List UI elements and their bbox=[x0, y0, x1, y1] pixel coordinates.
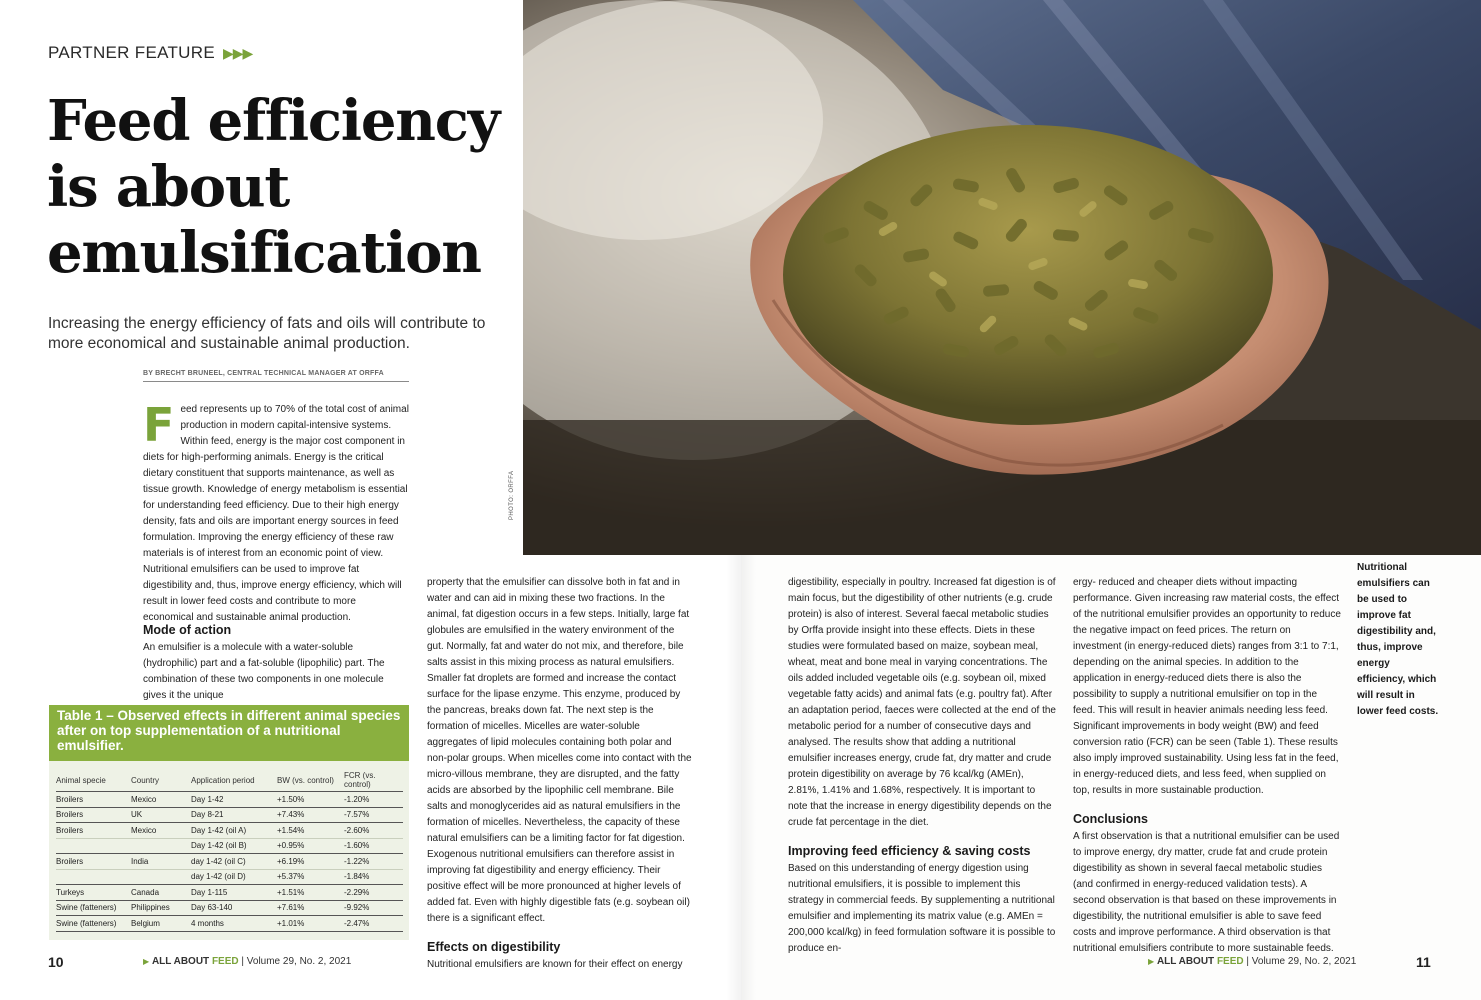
table-cell: Day 1-42 bbox=[191, 792, 277, 808]
table-header-cell: Application period bbox=[191, 769, 277, 792]
table-cell: Day 1-115 bbox=[191, 885, 277, 901]
table-cell: -9.92% bbox=[344, 900, 403, 916]
table-header-cell: FCR (vs. control) bbox=[344, 769, 403, 792]
drop-cap: F bbox=[143, 398, 175, 452]
table-cell: day 1-42 (oil C) bbox=[191, 854, 277, 870]
table-cell: Canada bbox=[131, 885, 191, 901]
mode-of-action-heading: Mode of action bbox=[143, 623, 232, 637]
mode-of-action-paragraph: An emulsifier is a molecule with a water-soluble (hydrophilic) part and a fat-soluble (lipophilic) part. The combination of these two components in one molecule gives it the unique bbox=[143, 642, 385, 701]
table-row bbox=[56, 807, 403, 823]
improving-feed-efficiency-heading: Improving feed efficiency & saving costs bbox=[788, 844, 1031, 858]
footer-brand-feed: FEED bbox=[211, 956, 239, 967]
table-cell: Mexico bbox=[131, 792, 191, 808]
footer-brand: ALL ABOUT bbox=[151, 956, 210, 967]
footer-brand-feed: FEED bbox=[1216, 956, 1244, 967]
section-label bbox=[48, 43, 252, 63]
table-header-row bbox=[56, 769, 403, 792]
section-label-text: PARTNER FEATURE bbox=[48, 43, 215, 62]
footer-brand: ALL ABOUT bbox=[1156, 956, 1215, 967]
table-cell: +6.19% bbox=[277, 854, 344, 870]
table-cell: +7.43% bbox=[277, 807, 344, 823]
table-header-cell: BW (vs. control) bbox=[277, 769, 344, 792]
byline: BY BRECHT BRUNEEL, CENTRAL TECHNICAL MANAGER AT ORFFA bbox=[143, 370, 409, 382]
table-cell: -1.84% bbox=[344, 869, 403, 885]
column-a-paragraph-2: Nutritional emulsifiers are known for their effect on energy bbox=[427, 959, 683, 970]
table-cell: +5.37% bbox=[277, 869, 344, 885]
headline-line-2: is about bbox=[47, 154, 290, 220]
footer-issue: | Volume 29, No. 2, 2021 bbox=[1246, 956, 1357, 967]
page-number-right: 11 bbox=[1416, 954, 1431, 970]
table-cell: Belgium bbox=[131, 916, 191, 932]
table-row bbox=[56, 854, 403, 870]
triangle-icon: ▶ bbox=[1148, 957, 1155, 966]
mode-of-action-section bbox=[143, 622, 409, 704]
column-b-paragraph: digestibility, especially in poultry. Increased fat digestion is of main focus, but the digestibility of other nutrients (e.g. crude protein) is also of interest. Several faecal metabolic studies by Orffa provide insight into these effects. Diets in these studies were formulated based on maize, soybean meal, wheat, meat and bone meal in varying concentrations. The oils added included vegetable oils (e.g. soybean oil, mixed vegetable fatty acids) and animal fats (e.g. poultry fat). After an adaptation period, faeces were collected at the end of the metabolic period for a number of consecutive days and analysed. The results show that adding a nutritional emulsifier increases energy, crude fat, dry matter and crude protein digestibility on average by 76 kcal/kg (AMEn), 2.81%, 1.41% and 1.68%, respectively. It is important to note that the increase in energy digestibility depends on the crude fat percentage in the diet. bbox=[788, 577, 1056, 828]
page-gutter bbox=[726, 555, 756, 1000]
intro-paragraph: eed represents up to 70% of the total cost of animal production in modern capital-intensive systems. Within feed, energy is the major cost component in diets for high-performing animals. Energy is the critical dietary constituent that supports maintenance, as well as tissue growth. Knowledge of energy metabolism is essential for understanding feed efficiency. Due to their high energy density, fats and oils are important energy sources in feed formulation. Improving the energy efficiency of these raw materials is of interest from an economic point of view. Nutritional emulsifiers can be used to improve fat digestibility and, thus, improve energy efficiency, which will result in lower feed costs and contribute to more economical and sustainable animal production. bbox=[143, 404, 409, 623]
table-cell: Swine (fatteners) bbox=[56, 900, 131, 916]
table-cell: +0.95% bbox=[277, 838, 344, 854]
table-cell: +7.61% bbox=[277, 900, 344, 916]
photo-credit: PHOTO: ORFFA bbox=[509, 470, 515, 520]
table-cell: -1.60% bbox=[344, 838, 403, 854]
hands-with-pellets-image bbox=[523, 0, 1481, 555]
table-cell: -1.20% bbox=[344, 792, 403, 808]
table-cell: -7.57% bbox=[344, 807, 403, 823]
table-cell: +1.51% bbox=[277, 885, 344, 901]
pull-quote: Nutritional emulsifiers can be used to improve fat digestibility and, thus, improve energy efficiency, which will result in lower feed costs. bbox=[1357, 562, 1439, 717]
table-row bbox=[56, 916, 403, 932]
table-header-cell: Country bbox=[131, 769, 191, 792]
page-number-left: 10 bbox=[48, 954, 64, 970]
table-cell bbox=[131, 838, 191, 854]
table-cell: +1.50% bbox=[277, 792, 344, 808]
table-cell: -2.47% bbox=[344, 916, 403, 932]
table-row bbox=[56, 885, 403, 901]
table-row bbox=[56, 869, 403, 885]
table-cell: Day 63-140 bbox=[191, 900, 277, 916]
table-cell bbox=[56, 869, 131, 885]
table-title: Table 1 – Observed effects in different animal species after on top supplementation of a nutritional emulsifier. bbox=[49, 705, 409, 761]
table-cell: day 1-42 (oil D) bbox=[191, 869, 277, 885]
table-cell bbox=[56, 838, 131, 854]
table-row bbox=[56, 823, 403, 839]
table-cell: -1.22% bbox=[344, 854, 403, 870]
column-b-paragraph-2: Based on this understanding of energy digestion using nutritional emulsifiers, it is possible to implement this strategy in commercial feeds. By supplementing a nutritional emulsifier and implementing its matrix value (e.g. AMEn = 200,000 kcal/kg) in feed formulation software it is possible to produce en- bbox=[788, 863, 1056, 954]
article-column-a bbox=[427, 575, 692, 973]
table-cell: Turkeys bbox=[56, 885, 131, 901]
table-cell: +1.01% bbox=[277, 916, 344, 932]
table-cell: Broilers bbox=[56, 792, 131, 808]
table-cell: Mexico bbox=[131, 823, 191, 839]
table-cell: Broilers bbox=[56, 854, 131, 870]
footer-issue: | Volume 29, No. 2, 2021 bbox=[241, 956, 352, 967]
column-a-paragraph: property that the emulsifier can dissolve both in fat and in water and can aid in mixing these two fractions. In the animal, fat digestion occurs in a few steps. Initially, large fat globules are emulsified in the watery environment of the gut. Normally, fat and water do not mix, and therefore, bile salts assist in this mixing process as natural emulsifiers. Smaller fat droplets are formed and increase the contact surface for the lipase enzyme. This enzyme, produced by the pancreas, breaks down fat. The next step is the formation of micelles. Micelles are water-soluble aggregates of lipid molecules containing both polar and non-polar groups. When micelles come into contact with the micro-villous membrane, they are disrupted, and the fatty acids are absorbed by the lipophilic cell membrane. Bile salts and monoglycerides aid as natural emulsifiers in the formation of micelles. Nevertheless, the capacity of these natural emulsifiers can be a limiting factor for fat digestion. Exogenous nutritional emulsifiers can therefore assist in improving fat digestibility and energy efficiency. Their positive effect will be more pronounced at higher levels of added fat. Even with highly digestible fats (e.g. soybean oil) there is a significant effect. bbox=[427, 577, 692, 924]
table-cell: +1.54% bbox=[277, 823, 344, 839]
column-c-paragraph: ergy- reduced and cheaper diets without impacting performance. Given increasing raw material costs, the effect of the nutritional emulsifier provides an opportunity to reduce the negative impact on feed prices. The return on investment (in energy-reduced diets) ranges from 3:1 to 7:1, depending on the animal species. In addition to the application in energy-reduced diets there is also the possibility to supply a nutritional emulsifier on top in the feed. This will result in heavier animals needing less feed. Significant improvements in body weight (BW) and feed conversion ratio (FCR) can be seen (Table 1). These results also imply improved sustainability. Using less fat in the feed, in energy-reduced diets, and less feed, when supplied on top, results in more sustainable production. bbox=[1073, 577, 1341, 796]
headline-line-1: Feed efficiency bbox=[47, 88, 500, 154]
results-table-box bbox=[49, 705, 409, 940]
table-cell: Broilers bbox=[56, 823, 131, 839]
table-cell: -2.29% bbox=[344, 885, 403, 901]
triple-arrow-icon: ▶▶▶ bbox=[222, 45, 253, 61]
standfirst: Increasing the energy efficiency of fats and oils will contribute to more economical and sustainable animal production. bbox=[48, 315, 486, 352]
table-header-cell: Animal specie bbox=[56, 769, 131, 792]
table-cell: Broilers bbox=[56, 807, 131, 823]
table-cell: UK bbox=[131, 807, 191, 823]
footer-right bbox=[1148, 956, 1356, 967]
table-row bbox=[56, 900, 403, 916]
column-c-paragraph-2: A first observation is that a nutritional emulsifier can be used to improve energy, dry matter, crude fat and crude protein digestibility as shown in several faecal metabolic studies (and confirmed in energy-reduced validation tests). A second observation is that based on these improvements in digestibility, the nutritional emulsifier is able to save feed costs and improve performance. A third observation is that nutritional emulsifiers contribute to more sustainable feeds. bbox=[1073, 831, 1340, 954]
article-column-c bbox=[1073, 575, 1341, 957]
conclusions-heading: Conclusions bbox=[1073, 812, 1149, 826]
table-cell: 4 months bbox=[191, 916, 277, 932]
footer-left bbox=[143, 956, 351, 967]
table-cell bbox=[131, 869, 191, 885]
results-table bbox=[56, 769, 403, 932]
table-cell: Swine (fatteners) bbox=[56, 916, 131, 932]
table-cell: -2.60% bbox=[344, 823, 403, 839]
table-cell: Day 1-42 (oil B) bbox=[191, 838, 277, 854]
table-row bbox=[56, 792, 403, 808]
table-row bbox=[56, 838, 403, 854]
table-cell: Day 8-21 bbox=[191, 807, 277, 823]
article-headline bbox=[47, 88, 517, 286]
intro-column bbox=[143, 398, 409, 626]
table-cell: Day 1-42 (oil A) bbox=[191, 823, 277, 839]
table-cell: Philippines bbox=[131, 900, 191, 916]
triangle-icon: ▶ bbox=[143, 957, 150, 966]
effects-on-digestibility-heading: Effects on digestibility bbox=[427, 940, 561, 954]
feed-pellets-photo bbox=[523, 0, 1481, 555]
table-cell: India bbox=[131, 854, 191, 870]
headline-line-3: emulsification bbox=[47, 220, 481, 286]
article-column-b bbox=[788, 575, 1056, 957]
